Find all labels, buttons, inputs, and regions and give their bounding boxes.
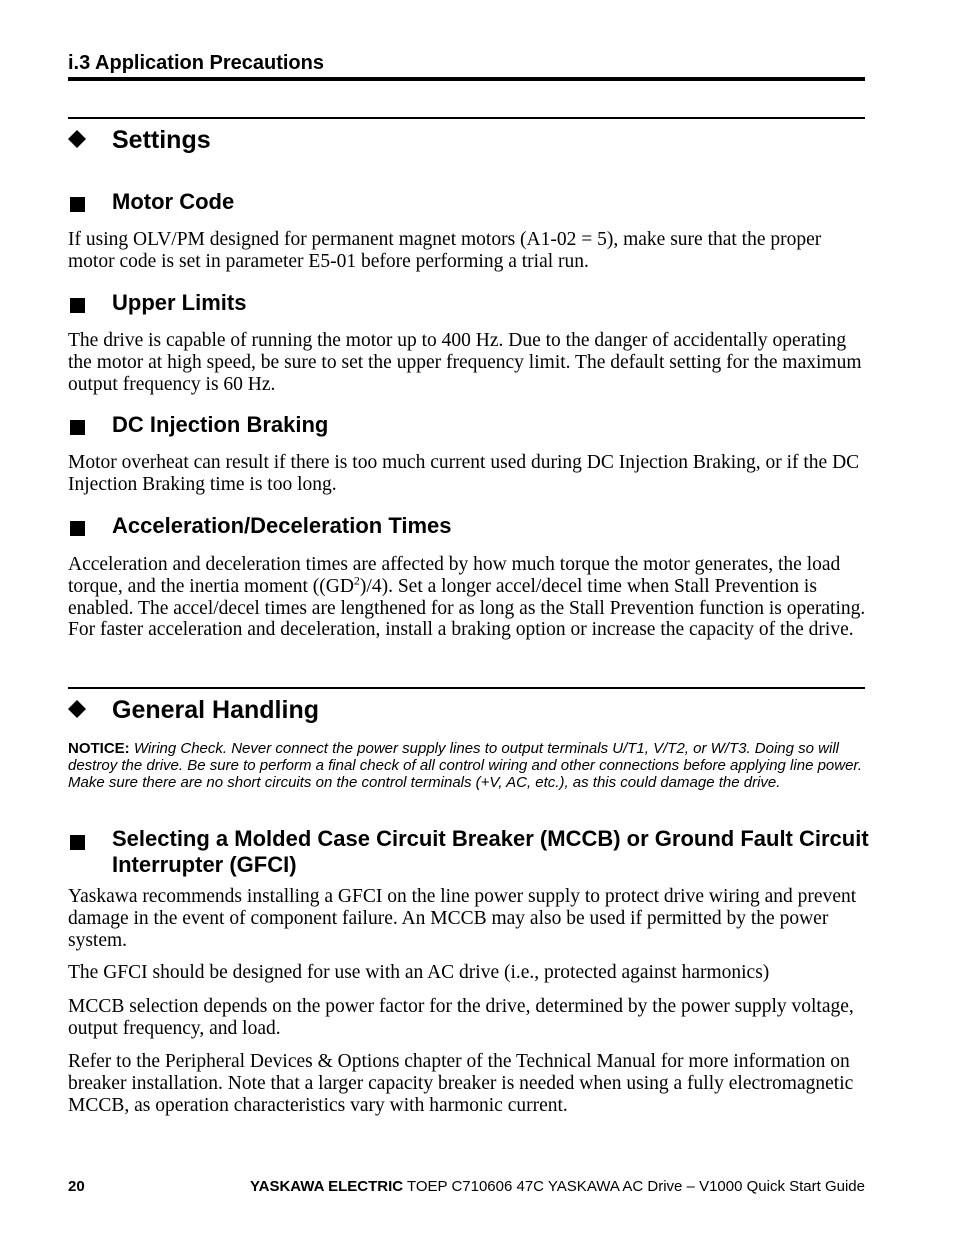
square-bullet-icon	[70, 521, 85, 536]
paragraph-mccb-2: The GFCI should be designed for use with an AC drive (i.e., protected against harmonics)	[68, 962, 770, 983]
footer-doc-title: TOEP C710606 47C YASKAWA AC Drive – V1000 Quick Start Guide	[403, 1178, 865, 1195]
paragraph-upper-limits: The drive is capable of running the motor up to 400 Hz. Due to the danger of accidentally operating the motor at high speed, be sure to set the upper frequency limit. The default setting for the maximum output frequency is 60 Hz.	[68, 330, 862, 395]
running-head: i.3 Application Precautions	[68, 52, 324, 74]
paragraph-accel-decel	[68, 554, 868, 641]
section-rule-settings	[68, 117, 865, 119]
paragraph-motor-code: If using OLV/PM designed for permanent magnet motors (A1-02 = 5), make sure that the proper motor code is set in parameter E5-01 before performing a trial run.	[68, 229, 822, 272]
paragraph-dc-injection: Motor overheat can result if there is too much current used during DC Injection Braking, or if the DC Injection Braking time is too long.	[68, 452, 860, 495]
subsection-title-motor-code: Motor Code	[112, 189, 235, 214]
square-bullet-icon	[70, 298, 85, 313]
paragraph-mccb-1: Yaskawa recommends installing a GFCI on the line power supply to protect drive wiring and prevent damage in the event of component failure. An MCCB may also be used if permitted by the power system.	[68, 886, 857, 951]
diamond-bullet-icon	[68, 130, 86, 148]
square-bullet-icon	[70, 197, 85, 212]
subsection-title-mccb: Selecting a Molded Case Circuit Breaker (MCCB) or Ground Fault Circuit Interrupter (GFCI)	[112, 826, 869, 877]
subsection-title-dc-injection: DC Injection Braking	[112, 412, 329, 437]
accel-decel-text-end: )/4). Set a longer accel/decel time when Stall Prevention is enabled. The accel/decel times are lengthened for as long as the Stall Prevention function is operating. For faster acceleration and deceleration, install a braking option or increase the capacity of the drive.	[68, 575, 866, 641]
subsection-title-upper-limits: Upper Limits	[112, 290, 247, 315]
header-rule	[68, 77, 865, 81]
superscript-2: 2	[353, 573, 360, 588]
notice-wiring-check	[68, 741, 868, 791]
notice-label: NOTICE:	[68, 740, 130, 757]
section-rule-general-handling	[68, 687, 865, 689]
footer-document-info	[250, 1178, 865, 1195]
paragraph-mccb-4: Refer to the Peripheral Devices & Options chapter of the Technical Manual for more information on breaker installation. Note that a larger capacity breaker is needed when using a fully electromagnetic MCCB, as operation characteristics vary with harmonic current.	[68, 1051, 854, 1116]
square-bullet-icon	[70, 420, 85, 435]
page-number: 20	[68, 1178, 85, 1195]
accel-decel-text-start: Acceleration and deceleration times are affected by how much torque the motor generates, the load torque, and the inertia moment ((GD	[68, 554, 841, 597]
section-title-general-handling: General Handling	[112, 696, 319, 724]
square-bullet-icon	[70, 835, 85, 850]
diamond-bullet-icon	[68, 700, 86, 718]
subsection-title-accel-decel: Acceleration/Deceleration Times	[112, 513, 452, 538]
paragraph-mccb-3: MCCB selection depends on the power factor for the drive, determined by the power supply voltage, output frequency, and load.	[68, 996, 854, 1039]
footer-brand: YASKAWA ELECTRIC	[250, 1178, 404, 1195]
notice-text: Wiring Check. Never connect the power supply lines to output terminals U/T1, V/T2, or W/T3. Doing so will destroy the drive. Be sure to perform a final check of all control wiring and other connections before applying line power. Make sure there are no short circuits on the control terminals (+V, AC, etc.), as this could damage the drive.	[68, 740, 863, 791]
section-title-settings: Settings	[112, 126, 211, 154]
